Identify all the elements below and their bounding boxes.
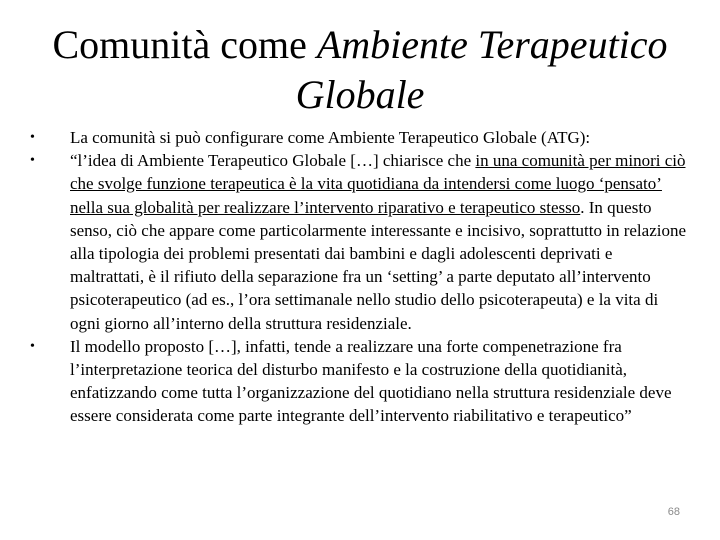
slide-title xyxy=(20,20,700,120)
bullet-text: La comunità si può configurare come Ambiente Terapeutico Globale (ATG): xyxy=(70,128,591,147)
title-plain: Comunità come xyxy=(52,22,317,67)
bullet-marker: • xyxy=(30,153,35,169)
bullet-marker: • xyxy=(30,338,35,354)
bullet-list xyxy=(30,126,690,428)
bullet-item-3 xyxy=(30,335,690,428)
bullet-text-underlined: in una comunità per minori ciò che svolge funzione terapeutica è la vita quotidiana da intendersi come luogo ‘pensato’ nella sua globalità per realizzare l’intervento riparativo e terapeutico stesso xyxy=(70,151,686,217)
title-italic-2: Globale xyxy=(295,72,425,117)
bullet-text: Il modello proposto […], infatti, tende a realizzare una forte compenetrazione fra l’interpretazione teorica del disturbo manifesto e la costruzione della quotidianità, enfatizzando come tutta l’organizzazione del quotidiano nella struttura residenziale deve essere considerata come parte integrante dell’intervento riabilitativo e terapeutico” xyxy=(70,336,672,426)
bullet-marker: • xyxy=(30,130,35,145)
bullet-text-after: . In questo senso, ciò che appare come particolarmente interessante e incisivo, soprattutto in relazione alla tipologia dei problemi presentati dai bambini e dagli adolescenti deprivati e maltrattati, è il rifiuto della separazione fra un ‘setting’ a parte deputato all’intervento psicoterapeutico (ad es., l’ora settimanale nello studio dello psicoterapeuta) e la vita di ogni giorno all’interno della struttura residenziale. xyxy=(70,197,687,333)
bullet-text-before: “l’idea di Ambiente Terapeutico Globale […] chiarisce che xyxy=(70,151,476,171)
bullet-item-1 xyxy=(30,126,690,149)
title-italic-1: Ambiente Terapeutico xyxy=(316,22,668,67)
bullet-item-2 xyxy=(30,149,690,335)
page-number: 68 xyxy=(667,506,680,518)
